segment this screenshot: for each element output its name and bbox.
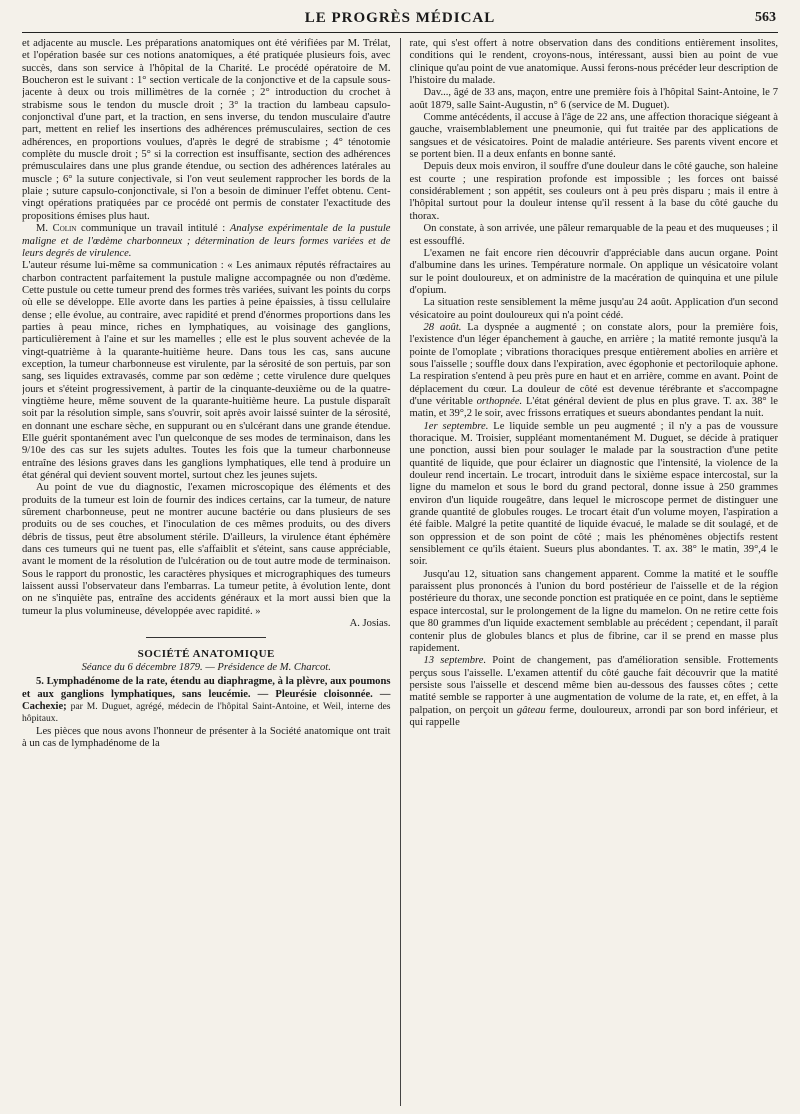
text-run: L'état général devient de plus en plus grave. T. ax. 38° le matin, et 39°,2 le soir, avec frissons erratiques et sueurs abondantes pendant la nuit. [409,395,778,420]
left-column [22,38,401,1106]
date: 1er septembre. [423,420,489,432]
paragraph: Comme antécédents, il accuse à l'âge de 22 ans, une affection thoracique siégeant à gauche, vraisemblablement une pneumonie, qui fut traitée par des applications de sangsues et de vésicatoires. Point de maladie antérieure. Ses parents vivent encore et se portent bien. Il a deux enfants en bonne santé. [409,112,778,161]
text-run: Point de changement, pas d'amélioration sensible. Frottements perçus sous l'aisselle. L'examen attentif du côté gauche fait découvrir que la matité persiste sous l'aisselle et descend même bien au-dessous des fausses côtes ; cette matité semble se rapporter à une augmentation de volume de la rate, et, en effet, à la palpation, on perçoit un [409,655,778,716]
case-authors: par M. Duguet, agrégé, médecin de l'hôpital Saint-Antoine, et Weil, interne des hôpitaux. [22,700,391,725]
paragraph: Jusqu'au 12, situation sans changement apparent. Comme la matité et le souffle paraissent plus prononcés à l'union du bord postérieur de l'aisselle et de la région postérieure du thorax, une seconde ponction est pratiquée en ce point, dans le septième espace intercostal, sur le prolongement de la ligne du mamelon. On ne retire cette fois que 80 grammes d'un liquide exactement semblable au précédent ; cependant, il paraît contenir plus de globules blancs et plus de fibrine, car il se prend en masse plus rapidement. [409,568,778,654]
paragraph: Dav..., âgé de 33 ans, maçon, entre une première fois à l'hôpital Saint-Antoine, le 7 août 1879, salle Saint-Augustin, n° 6 (service de M. Duguet). [409,87,778,111]
term: gâteau [516,704,546,716]
case-heading [22,676,391,725]
session-line: Séance du 6 décembre 1879. — Présidence de M. Charcot. [81,661,331,673]
signature: A. Josias. [349,618,391,630]
author-name: M. Colin [36,223,77,235]
paragraph [410,655,779,729]
right-column [401,38,779,1106]
paragraph: et adjacente au muscle. Les préparations anatomiques ont été vérifiées par M. Trélat, et l'opération basée sur ces notions anatomiques, a été pratiquée plusieurs fois, avec succès, dans son service à l'hôpital de la Charité. Le procédé opératoire de M. Boucheron est le suivant : 1° section verticale de la conjonctive et de la capsule sous-jacente à deux ou trois millimètres de la cornée ; 2° introduction du crochet à strabisme sous le tendon du muscle droit ; 3° la traction du lambeau capsulo-conjonctival d'une part, et la traction, en sens inverse, du tendon musculaire d'autre part, mettent en relief les insertions des adhérences prémusculaires, section de ces adhérences, en proportions voulues, d'après le degré de strabisme ; 4° ténotomie complète du muscle droit ; 5° si la correction est insuffisante, section des adhérences prémusculaires dans une plus grande étendue, ou section des adhérences latérales au muscle ; 6° la suture conjectivale, si l'on veut seulement rapprocher les bords de la plaie ; suture capsulo-conjonctivale, si l'on a besoin de diminuer l'effet obtenu. Cent-vingt opérations pratiquées par ce procédé ont permis de constater l'exactitude des propositions émises plus haut. [22,38,391,222]
paragraph [410,421,779,569]
paragraph: La situation reste sensiblement la même jusqu'au 24 août. Application d'un second vésicatoire au point douloureux qui n'a point cédé. [409,297,778,321]
paragraph: On constate, à son arrivée, une pâleur remarquable de la peau et des muqueuses ; il est essoufflé. [409,223,778,247]
journal-title: LE PROGRÈS MÉDICAL [304,10,496,26]
paragraph: Les pièces que nous avons l'honneur de présenter à la Société anatomique ont trait à un cas de lymphadénome de la [22,725,391,749]
paragraph: L'auteur résume lui-même sa communication : « Les animaux réputés réfractaires au charbon contractent parfaitement la pustule maligne accompagnée ou non d'œdème. Cette pustule ou cette tumeur prend des formes très variées, suivant les points du corps où elle se développe. Elle avorte dans les parties à peine épaissies, à tissu cellulaire dense ; elle évolue, au contraire, avec rapidité et prend d'énormes proportions dans les parties à peau mince, riches en lymphatiques, au voisinage des ganglions, particulièrement à l'aine et sur les mamelles ; elle est le plus souvent achevée de la vingt-quatrième à la quarante-huitième heure. Dans tous les cas, sans aucune exception, la tumeur charbonneuse est virulente, par la sérosité de son pertuis, par son sang, ses liquides extravasés, comme par son œdème ; cette virulence dure quelques jours et s'éteint progressivement, à partir de la cinquante-deuxième ou de la quatre-vingtième heure, même souvent de la quarante-huitième heure. La pustule disparaît soit par la résolution simple, sans s'ouvrir, soit après avoir laissé suinter de la sérosité, en donnant une eschare sèche, en suppurant ou en s'ulcérant dans une grande étendue. Elle guérit spontanément avec l'un quelconque de ses modes de terminaison, dans les 9/10e des cas sur les sujets adultes. Toutes les fois que la tumeur charbonneuse entraîne des lésions graves dans les ganglions lymphatiques, elle tend à produire un état général qui devient souvent mortel, surtout chez les jeunes sujets. [22,260,391,482]
paragraph: Au point de vue du diagnostic, l'examen microscopique des éléments et des produits de la tumeur est loin de fournir des indices certains, car la tumeur, de nature sûrement charbonneuse, peut ne montrer aucune bactérie ou dans plusieurs de ses produits ou de ses couches, et l'inoculation de ces mêmes produits, ou des divers débris de tissus, peut être absolument stérile. D'ailleurs, la virulence étant éphémère dans ces tumeurs qui ne tuent pas, elle s'affaiblit et s'éteint, sans cause appréciable, avant le moment de la résolution de l'ulcération ou de tout autre mode de terminaison. Sous le rapport du pronostic, les caractères physiques et micrographiques des tumeurs laissent aussi l'observateur dans l'embarras. La tumeur petite, à évolution lente, dont on ne s'inquiète pas, entraîne des accidents généraux et la mort aussi bien que la tumeur la plus volumineuse, développée avec rapidité. » [22,482,391,617]
text-run: Le liquide semble un peu augmenté ; il n'y a pas de voussure thoracique. M. Troisier, suppléant momentanément M. Duguet, se décide à pratiquer une ponction, aussi bien pour soulager le malade par la soustraction d'une petite quantité de liquide, que pour éclairer un diagnostic que l'intensité, la violence de la douleur rend incertain. Le trocart, introduit dans le sixième espace intercostal, sur la ligne du mamelon et sous le bord du grand pectoral, donne issue à 250 grammes environ d'un liquide rougeâtre, dans lequel le microscope permet de distinguer une grande quantité de globules rouges. Le trocart était d'un volume moyen, l'aspiration a été faible. Malgré la petite quantité de liquide évacué, le malade se dit soulagé, et de son oppression et de son point de côté ; mais les phénomènes objectifs restent sensiblement ce qu'ils étaient. Sueurs plus abondantes. T. ax. 38° le matin, 39°,4 le soir. [409,420,778,568]
text-run: ferme, douloureux, arrondi par son bord inférieur, et qui rappelle [409,704,778,728]
work-title: Analyse expérimentale de la pustule maligne et de l'œdème charbonneux ; détermination de leurs formes variées et de leurs degrés de virulence. [22,223,391,259]
term: orthopnée. [476,395,523,407]
paragraph [22,223,391,260]
divider [146,637,266,638]
paragraph: Depuis deux mois environ, il souffre d'une douleur dans le côté gauche, son haleine est courte ; une respiration profonde est impossible ; les forces ont baissé considérablement ; son appétit, ses couleurs ont à peu près disparu ; mais il entre à l'hôpital surtout pour la douleur intense qu'il ressent à la base du côté gauche du thorax. [409,161,778,222]
date: 28 août. [423,321,462,333]
paragraph: rate, qui s'est offert à notre observation dans des conditions entièrement insolites, conditions qui le rendent, croyons-nous, intéressant, aussi bien au point de vue clinique qu'au point de vue anatomique. Aussi ferons-nous précéder leur description de l'histoire du malade. [409,38,778,87]
page-number: 563 [755,10,776,25]
paragraph [410,322,779,421]
text-run: La dyspnée a augmenté ; on constate alors, pour la première fois, l'existence d'un léger épanchement à gauche, en arrière ; la matité remonte jusqu'à la pointe de l'omoplate ; vibrations thoraciques presque entièrement abolies en arrière et sous l'aisselle ; souffle doux dans l'expiration, avec égophonie et pectoriloquie aphone. La respiration s'entend à peu près pure en haut et en arrière, comme en avant. Point de déplacement du cœur. La douleur de côté est devenue térébrante et s'accompagne d'une véritable [409,321,778,407]
page-header [22,8,778,33]
text-columns [22,38,778,1106]
date: 13 septembre. [423,655,487,667]
paragraph: L'examen ne fait encore rien découvrir d'appréciable dans aucun organe. Point d'albumine dans les urines. Température normale. On applique un vésicatoire volant sur le point douloureux, et on administre de la macération de quinquina et une pilule d'opium. [409,247,778,296]
case-title: 5. Lymphadénome de la rate, étendu au diaphragme, à la plèvre, aux poumons et aux ganglions lymphatiques, sans leucémie. — Pleurésie cloisonnée. — Cachexie; [22,676,391,712]
section-title: SOCIÉTÉ ANATOMIQUE [137,647,275,660]
text-run: communique un travail intitulé : [76,223,230,235]
